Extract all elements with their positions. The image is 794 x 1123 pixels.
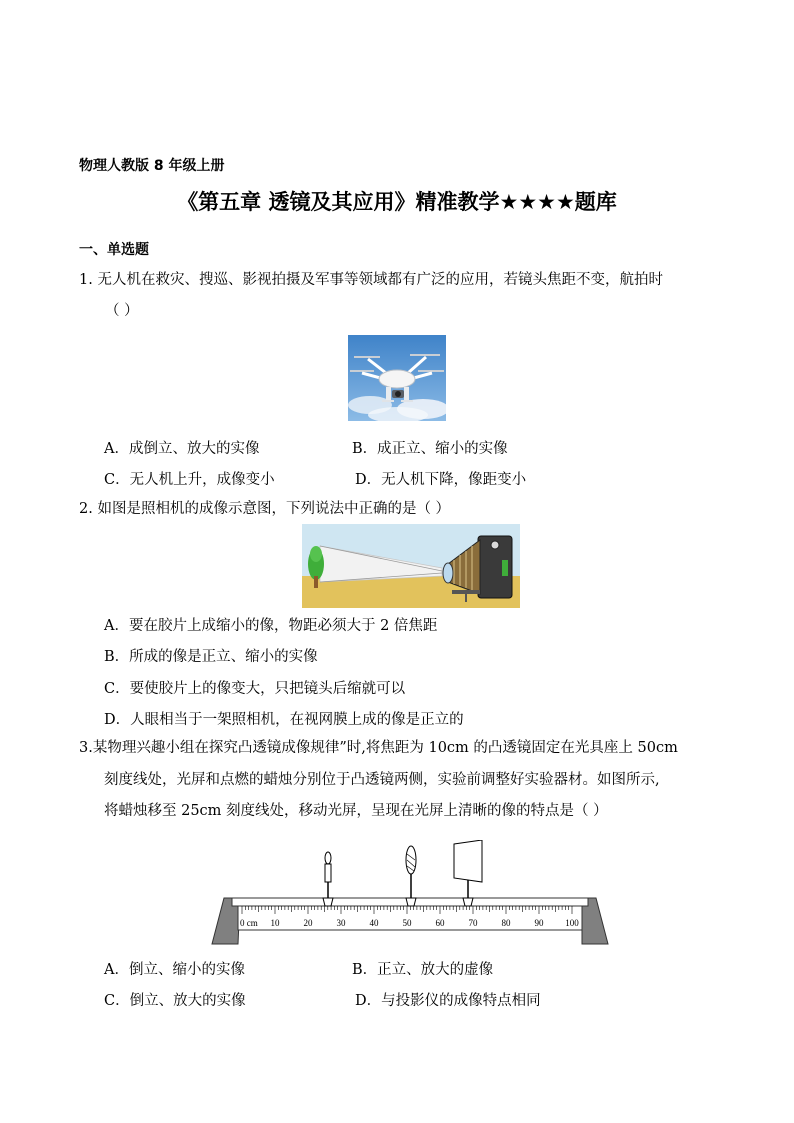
question-3-option-a: A．倒立、缩小的实像 (104, 962, 245, 978)
question-3-option-c: C．倒立、放大的实像 (104, 993, 246, 1009)
drone-image (348, 335, 446, 421)
document-subtitle: 物理人教版 8 年级上册 (79, 158, 225, 174)
ruler-label: 10 (270, 918, 280, 928)
ruler-label: 30 (336, 918, 346, 928)
question-2-option-a: A．要在胶片上成缩小的像，物距必须大于 2 倍焦距 (104, 618, 438, 634)
question-3-option-d: D．与投影仪的成像特点相同 (355, 993, 541, 1009)
question-1-option-c: C．无人机上升，成像变小 (104, 472, 275, 488)
question-1-option-b: B．成正立、缩小的实像 (352, 441, 508, 457)
ruler-label: 60 (435, 918, 445, 928)
optical-bench-diagram (210, 840, 610, 952)
camera-imaging-diagram (302, 524, 520, 608)
ruler-label: 90 (534, 918, 544, 928)
ruler-label: 0 cm (240, 918, 258, 928)
question-1-option-d: D．无人机下降，像距变小 (355, 472, 527, 488)
candle (323, 852, 333, 906)
ruler-label: 40 (369, 918, 379, 928)
document-title: 《第五章 透镜及其应用》精准教学★★★★题库 (177, 190, 617, 214)
question-1-stem: 1. 无人机在救灾、搜巡、影视拍摄及军事等领域都有广泛的应用，若镜头焦距不变，航拍时 (79, 272, 663, 288)
question-3-stem-line-3: 将蜡烛移至 25cm 刻度线处，移动光屏，呈现在光屏上清晰的像的特点是（ ） (104, 803, 608, 819)
question-1-answer-bracket: （ ） (105, 303, 139, 319)
ruler-label: 20 (303, 918, 313, 928)
question-3-stem-line-1: 3.某物理兴趣小组在探究凸透镜成像规律”时,将焦距为 10cm 的凸透镜固定在光具座上 50cm (79, 740, 678, 756)
question-2-option-d: D．人眼相当于一架照相机，在视网膜上成的像是正立的 (104, 712, 464, 728)
question-1-option-a: A．成倒立、放大的实像 (104, 441, 260, 457)
ruler-label: 70 (468, 918, 478, 928)
question-2-stem: 2. 如图是照相机的成像示意图，下列说法中正确的是（ ） (79, 501, 451, 517)
ruler-label: 80 (501, 918, 511, 928)
ruler-label: 50 (402, 918, 412, 928)
section-heading: 一、单选题 (79, 242, 149, 258)
question-3-option-b: B．正立、放大的虚像 (352, 962, 494, 978)
ruler-label: 100 (565, 918, 579, 928)
question-2-option-c: C．要使胶片上的像变大，只把镜头后缩就可以 (104, 681, 406, 697)
convex-lens (406, 846, 416, 906)
light-screen (454, 840, 482, 906)
question-2-option-b: B．所成的像是正立、缩小的实像 (104, 649, 318, 665)
question-3-stem-line-2: 刻度线处，光屏和点燃的蜡烛分别位于凸透镜两侧，实验前调整好实验器材。如图所示, (104, 772, 660, 788)
